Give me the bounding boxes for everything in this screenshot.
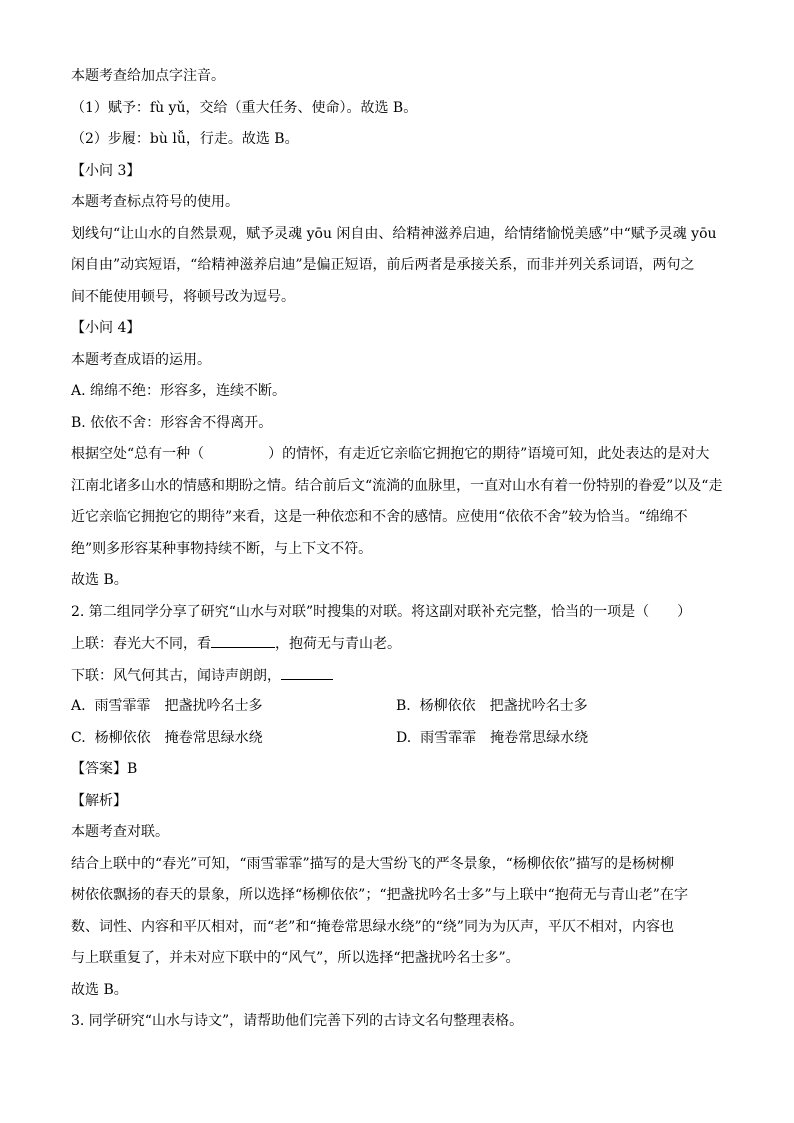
q2-analysis-line: 与上联重复了，并未对应下联中的“风气”，所以选择“把盏扰吟名士多”。 [71,950,520,966]
option-a [71,698,262,714]
q2-analysis-line: 数、词性、内容和平仄相对，而“老”和“掩卷常思绿水绕”的“绕”同为为仄声，平仄不相对，内容也 [71,919,674,935]
q4-option-b-explain: B. 依依不舍：形容舍不得离开。 [71,415,273,431]
option-b-text: 杨柳依依 把盏扰吟名士多 [419,698,588,714]
q4-conclusion: 故选 B。 [71,572,128,588]
q2-upper-couplet [71,633,731,653]
q3-intro: 本题考查标点符号的使用。 [71,194,239,210]
q4-intro: 本题考查成语的运用。 [71,352,211,368]
q3-tag: 【小问 3】 [71,163,141,179]
upper-couplet-post: ，抱荷无与青山老。 [275,636,401,652]
q4-tag: 【小问 4】 [71,320,141,336]
q1-item-1: （1）赋予：fù yǔ，交给（重大任务、使命）。故选 B。 [71,100,418,116]
q2-stem: 2. 第二组同学分享了研究“山水与对联”时搜集的对联。将这副对联补充完整，恰当的一项是（ ） [71,604,692,620]
lower-blank [281,665,333,680]
option-a-text: 雨雪霏霏 把盏扰吟名士多 [94,698,263,714]
q2-analysis-line: 树依依飘扬的春天的景象，所以选择“杨柳依依”；“把盏扰吟名士多”与上联中“抱荷无与青山老”在字 [71,887,688,903]
q4-para-line: 江南北诸多山水的情感和期盼之情。结合前后文“流淌的血脉里，一直对山水有着一份特别的眷爱”以及“走 [71,478,723,494]
q3-stem: 3. 同学研究“山水与诗文”，请帮助他们完善下列的古诗文名句整理表格。 [71,1013,524,1029]
option-b [396,696,588,716]
option-c-label: C. [71,730,86,746]
option-d-label: D. [396,730,412,746]
q2-conclusion: 故选 B。 [71,982,128,998]
q2-analysis-intro: 本题考查对联。 [71,824,169,840]
q2-options-row-2 [71,728,731,748]
option-c [71,730,263,746]
q3-para-line: 划线句“让山水的自然景观，赋予灵魂 yōu 闲自由、给精神滋养启迪，给情绪愉悦美感”中“赋予灵魂 yōu [71,226,717,242]
q2-options-row-1 [71,696,731,716]
option-d [396,728,588,748]
q2-analysis-line: 结合上联中的“春光”可知，“雨雪霏霏”描写的是大雪纷飞的严冬景象，“杨柳依依”描写的是杨树柳 [71,856,674,872]
option-a-label: A. [71,698,86,714]
upper-blank [211,633,275,648]
q2-lower-couplet [71,665,731,685]
q2-answer: 【答案】B [71,761,138,777]
q3-para-line: 间不能使用顿号，将顿号改为逗号。 [71,289,295,305]
q4-para-line: 绝”则多形容某种事物持续不断，与上下文不符。 [71,541,373,557]
q1-intro: 本题考查给加点字注音。 [71,68,225,84]
option-c-text: 杨柳依依 掩卷常思绿水绕 [94,730,263,746]
q4-para-line: 近它亲临它拥抱它的期待”来看，这是一种依恋和不舍的感情。应使用“依依不舍”较为恰当。“绵绵不 [71,509,688,525]
upper-couplet-pre: 上联：春光大不同，看 [71,636,211,652]
q2-analysis-tag: 【解析】 [71,793,127,809]
q4-option-a-explain: A. 绵绵不绝：形容多，连续不断。 [71,383,287,399]
q3-para-line: 闲自由”动宾短语，“给精神滋养启迪”是偏正短语，前后两者是承接关系，而非并列关系词语，两句之 [71,257,695,273]
q4-para-pre: 根据空处“总有一种（ [71,446,205,462]
q1-item-2: （2）步履：bù lǚ，行走。故选 B。 [71,131,299,147]
q4-para-post: ）的情怀，有走近它亲临它拥抱它的期待”语境可知，此处表达的是对大 [268,446,710,462]
option-d-text: 雨雪霏霏 掩卷常思绿水绕 [420,730,589,746]
q4-para-first-line [71,444,731,464]
lower-couplet-pre: 下联：风气何其古，闻诗声朗朗， [71,668,281,684]
option-b-label: B. [396,698,411,714]
